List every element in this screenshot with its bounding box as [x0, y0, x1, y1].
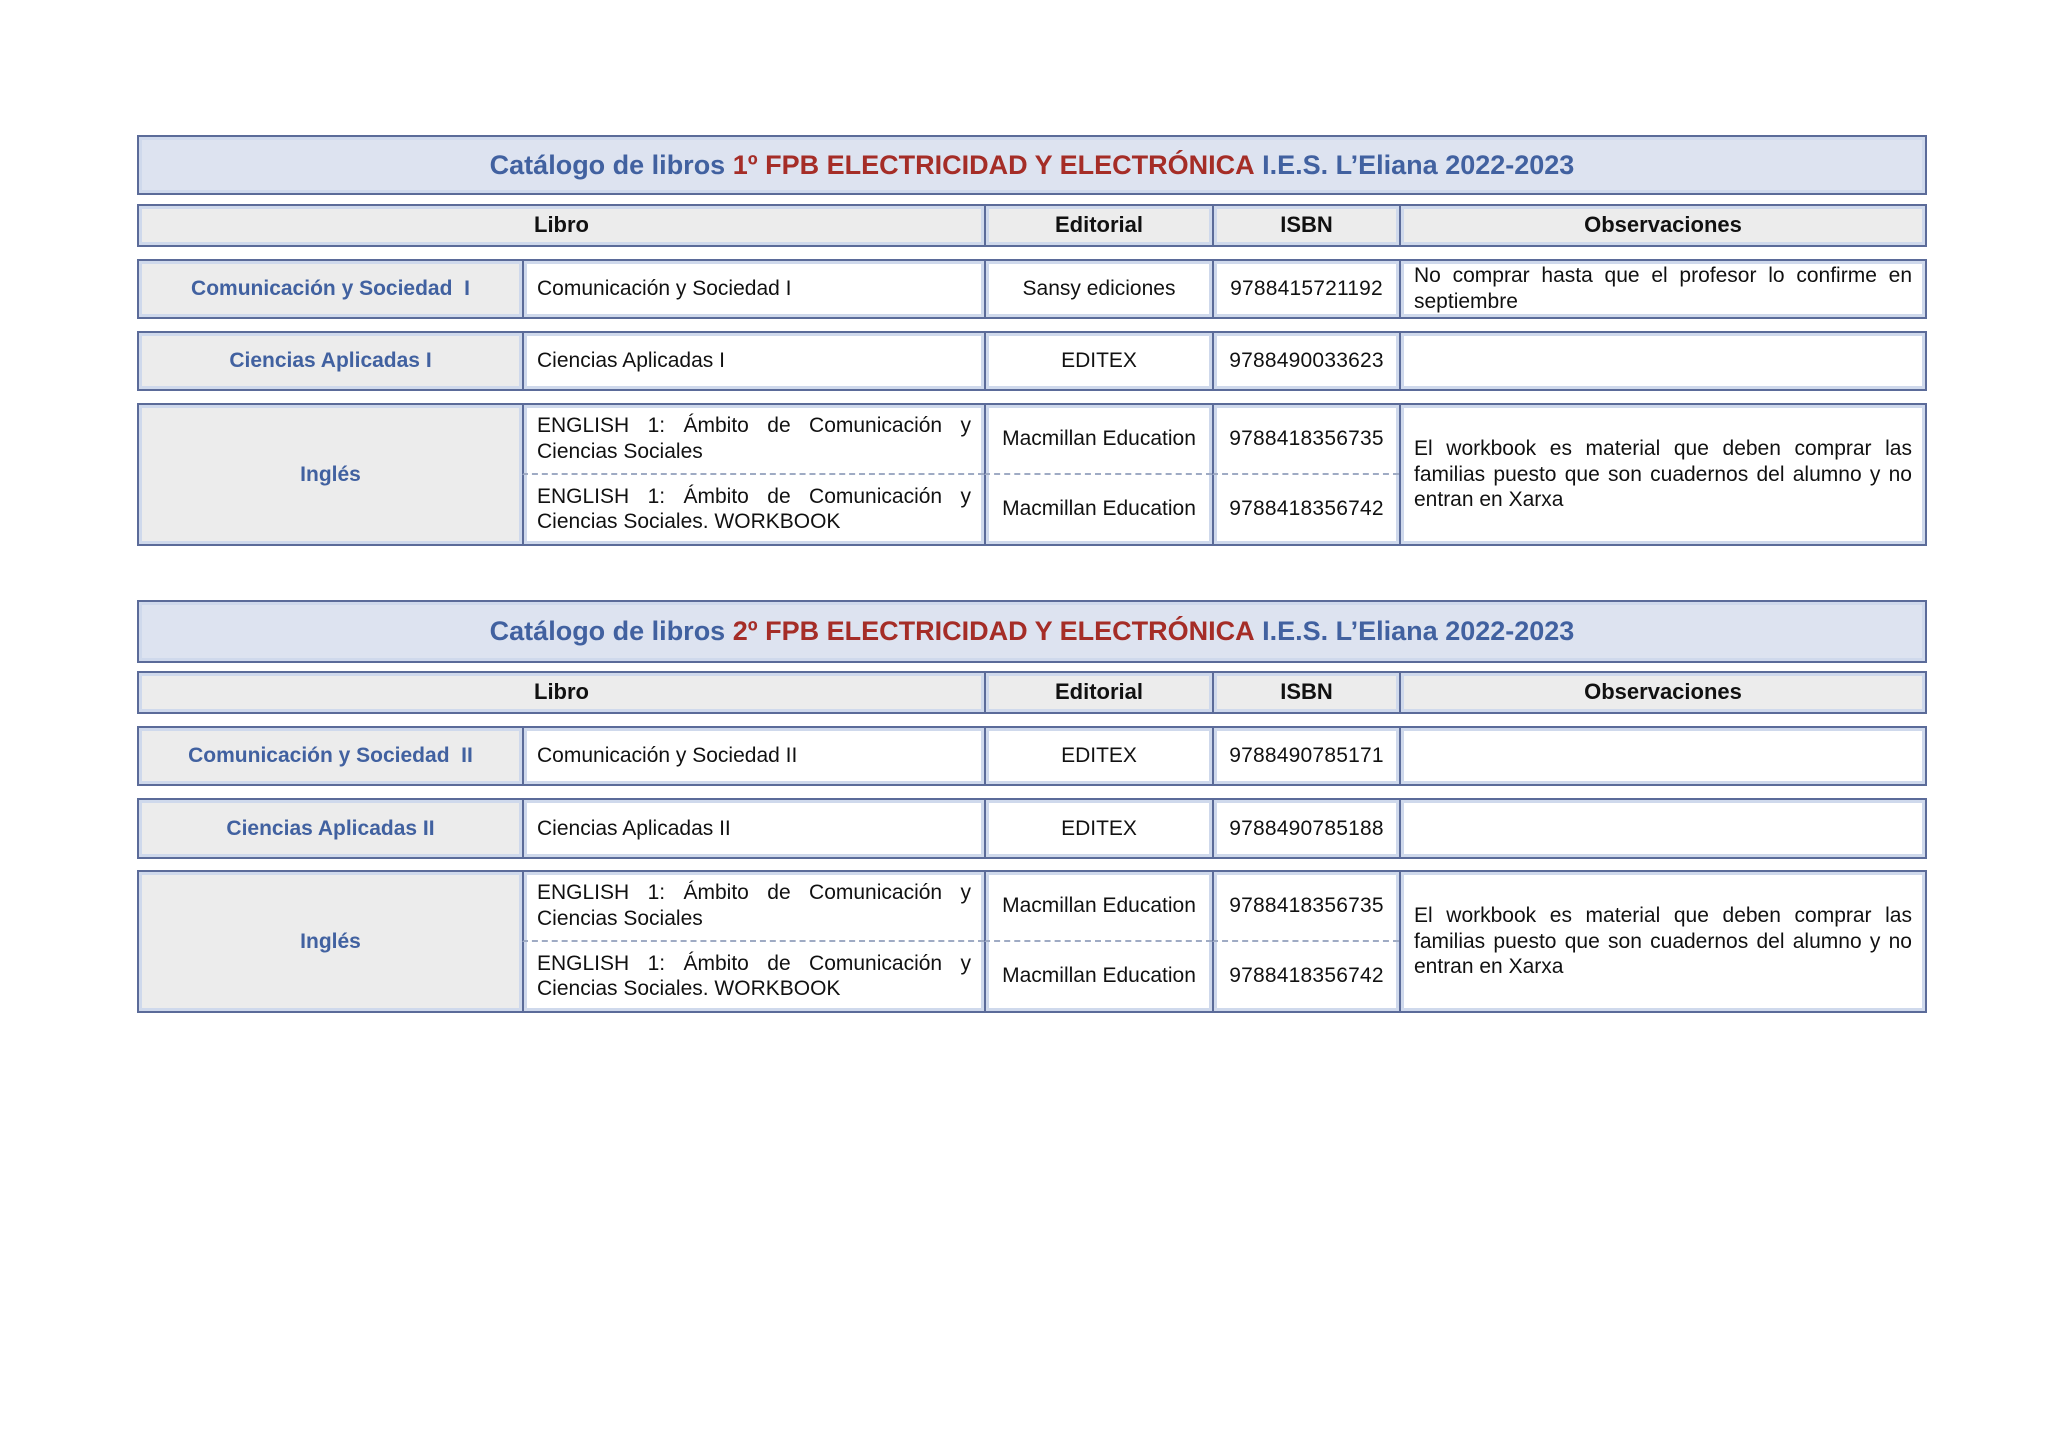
book-title-text: ENGLISH 1: Ámbito de Comunicación y Ciencias Sociales. WORKBOOK: [537, 951, 971, 1001]
publisher-cell: EDITEX: [984, 728, 1212, 784]
table-2-title-suffix: I.E.S. L’Eliana 2022-2023: [1254, 616, 1575, 646]
notes-text: El workbook es material que deben comprar las familias puesto que son cuadernos del alumno y no entran en Xarxa: [1414, 437, 1912, 512]
isbn-cell: 9788418356742: [1212, 475, 1399, 545]
column-header-isbn: ISBN: [1212, 206, 1399, 245]
table-1-title-suffix: I.E.S. L’Eliana 2022-2023: [1254, 149, 1575, 180]
notes-cell: [1399, 800, 1925, 857]
isbn-cell: 9788490785188: [1212, 800, 1399, 857]
table-row-group-ingles: [137, 403, 1927, 546]
book-title-text: ENGLISH 1: Ámbito de Comunicación y Ciencias Sociales: [537, 881, 971, 930]
table-2-title-prefix: Catálogo de libros: [489, 616, 733, 646]
isbn-cell: 9788418356735: [1212, 872, 1399, 942]
subject-cell: Ciencias Aplicadas I: [139, 333, 522, 389]
table-row: [137, 798, 1927, 859]
book-title-cell: [522, 942, 984, 1012]
table-1-title-bar: [137, 135, 1927, 195]
publisher-cell: EDITEX: [984, 800, 1212, 857]
book-title-cell: Ciencias Aplicadas II: [522, 800, 984, 857]
isbn-cell: 9788490785171: [1212, 728, 1399, 784]
table-2-title-bar: [137, 600, 1927, 663]
notes-cell: [1399, 405, 1925, 544]
notes-cell: [1399, 261, 1925, 317]
publisher-cell: Sansy ediciones: [984, 261, 1212, 317]
publisher-cell: Macmillan Education: [984, 872, 1212, 942]
column-header-libro: Libro: [139, 206, 984, 245]
isbn-cell: 9788418356735: [1212, 405, 1399, 475]
notes-cell: [1399, 872, 1925, 1011]
column-header-editorial: Editorial: [984, 206, 1212, 245]
subject-cell: Inglés: [139, 872, 522, 1011]
column-header-observaciones: Observaciones: [1399, 206, 1925, 245]
table-row: [137, 331, 1927, 391]
column-header-libro: Libro: [139, 673, 984, 712]
notes-cell: [1399, 728, 1925, 784]
table-2-title-course: 2º FPB ELECTRICIDAD Y ELECTRÓNICA: [732, 616, 1255, 646]
publisher-cell: Macmillan Education: [984, 942, 1212, 1012]
column-header-editorial: Editorial: [984, 673, 1212, 712]
isbn-cell: 9788490033623: [1212, 333, 1399, 389]
subject-cell: Ciencias Aplicadas II: [139, 800, 522, 857]
catalog-section-2: [137, 600, 1927, 1013]
table-2-column-header-row: [137, 671, 1927, 714]
subject-cell: Comunicación y Sociedad I: [139, 261, 522, 317]
notes-cell: [1399, 333, 1925, 389]
publisher-cell: EDITEX: [984, 333, 1212, 389]
book-title-cell: [522, 475, 984, 545]
book-title-text: ENGLISH 1: Ámbito de Comunicación y Ciencias Sociales: [537, 414, 971, 463]
book-title-text: ENGLISH 1: Ámbito de Comunicación y Ciencias Sociales. WORKBOOK: [537, 484, 971, 534]
book-catalog-document: [137, 135, 1927, 1013]
publisher-cell: Macmillan Education: [984, 475, 1212, 545]
table-1-title-course: 1º FPB ELECTRICIDAD Y ELECTRÓNICA: [732, 149, 1255, 180]
catalog-section-1: [137, 135, 1927, 546]
book-title-cell: [522, 872, 984, 942]
book-title-cell: Ciencias Aplicadas I: [522, 333, 984, 389]
isbn-cell: 9788415721192: [1212, 261, 1399, 317]
notes-text: No comprar hasta que el profesor lo confirme en septiembre: [1414, 264, 1912, 313]
table-row-group-ingles: [137, 870, 1927, 1013]
table-1-column-header-row: [137, 204, 1927, 247]
book-title-cell: Comunicación y Sociedad I: [522, 261, 984, 317]
subject-cell: Comunicación y Sociedad II: [139, 728, 522, 784]
subject-cell: Inglés: [139, 405, 522, 544]
column-header-observaciones: Observaciones: [1399, 673, 1925, 712]
table-row: [137, 726, 1927, 786]
table-row: [137, 259, 1927, 319]
table-1-title-prefix: Catálogo de libros: [489, 149, 733, 180]
column-header-isbn: ISBN: [1212, 673, 1399, 712]
notes-text: El workbook es material que deben comprar las familias puesto que son cuadernos del alumno y no entran en Xarxa: [1414, 904, 1912, 979]
publisher-cell: Macmillan Education: [984, 405, 1212, 475]
isbn-cell: 9788418356742: [1212, 942, 1399, 1012]
book-title-cell: [522, 405, 984, 475]
book-title-cell: Comunicación y Sociedad II: [522, 728, 984, 784]
